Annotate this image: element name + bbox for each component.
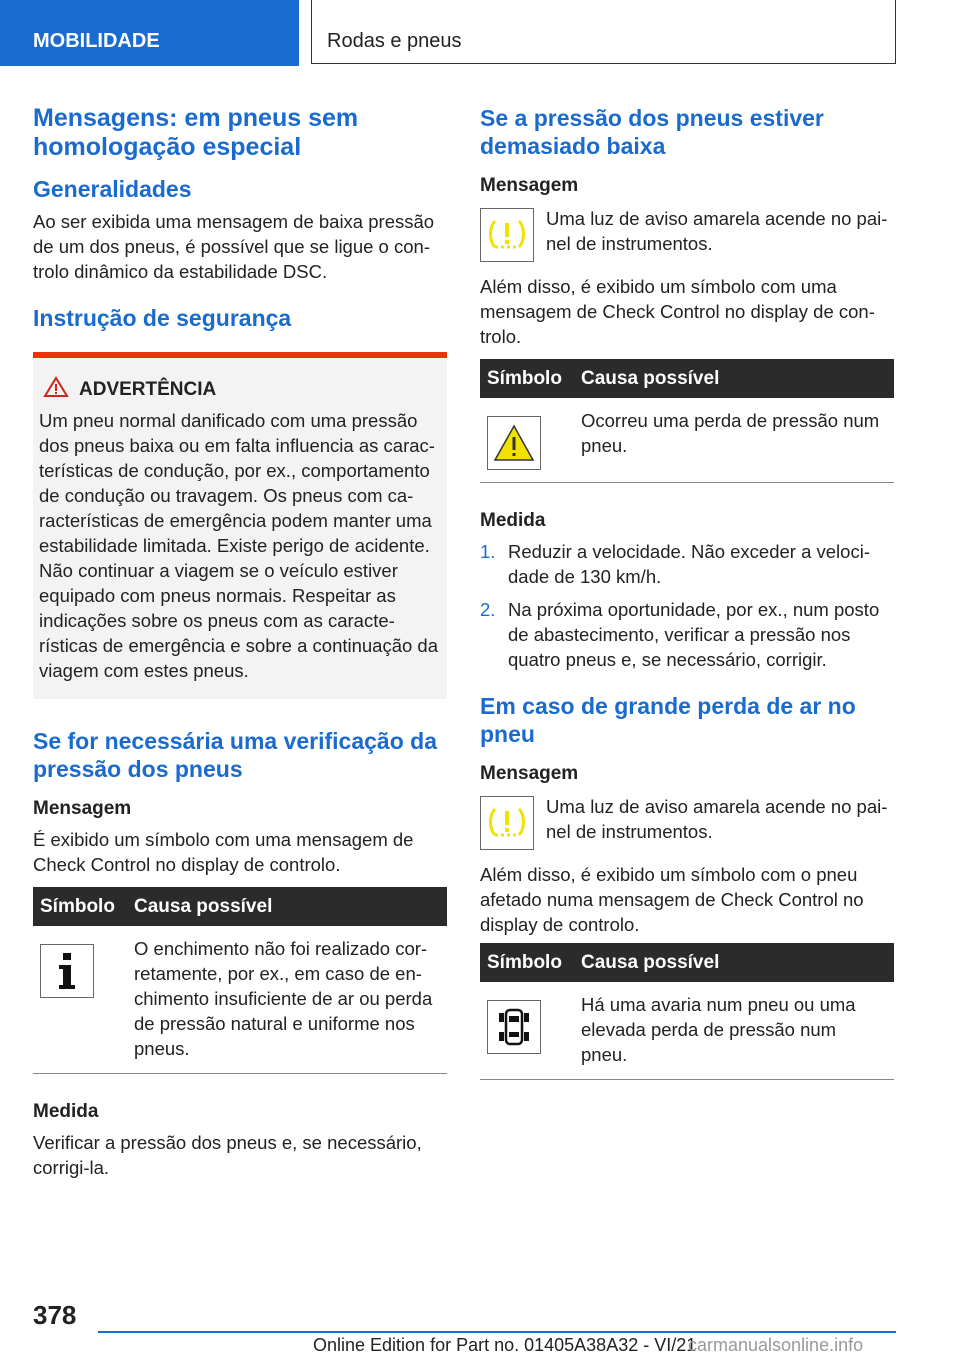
table-header [480, 943, 894, 982]
cause-column-header: Causa possível [574, 359, 894, 398]
table-row [480, 398, 894, 483]
symbol-cell [480, 982, 574, 1080]
symbol-table-low [480, 359, 894, 483]
car-tire-icon [487, 1000, 541, 1054]
warning-title-text: ADVERTÊNCIA [79, 379, 217, 400]
main-heading: Mensagens: em pneus sem homologação especial [33, 104, 359, 161]
message-text: É exibido um símbolo com uma mensagem de Check Control no display de controlo. [33, 829, 414, 875]
tire-pressure-warning-icon [480, 796, 534, 850]
message-label: Mensagem [33, 798, 132, 819]
cause-cell: O enchimento não foi realizado corretamente, por ex., em caso de enchimento insuficiente de ar ou perda de pressão natural e uniforme nos pneus. [127, 926, 447, 1074]
chapter-label: Rodas e pneus [327, 30, 462, 52]
step-number: 2. [480, 599, 496, 620]
also-text: Além disso, é exibido um símbolo com uma mensagem de Check Control no display de controlo. [480, 276, 875, 347]
message-label-right: Mensagem [480, 175, 579, 196]
measure-label-right: Medida [480, 510, 546, 531]
warning-text: Um pneu normal danificado com uma pressão dos pneus baixa ou em falta influencia as características de condução, por ex., comportamento de condução ou travagem. Os pneus com características de emergência podem manter uma estabilidade limitada. Existe perigo de acidente. Não continuar a viagem se o veículo estiver equipado com pneus normais. Respeitar as indicações sobre os pneus com as características de emergência e sobre a continuação da viagem com estes pneus. [39, 410, 439, 681]
symbol-column-header: Símbolo [480, 359, 574, 398]
warning-title [39, 376, 441, 404]
general-text: Ao ser exibida uma mensagem de baixa pressão de um dos pneus, é possível que se ligue o controlo dinâmico da estabilidade DSC. [33, 211, 435, 282]
section-label: MOBILIDADE [33, 30, 160, 52]
footer-watermark: carmanualsonline.info [688, 1335, 864, 1355]
info-icon [40, 944, 94, 998]
also-text-2: Além disso, é exibido um símbolo com o pneu afetado numa mensagem de Check Control no display de controlo. [480, 864, 864, 935]
safety-heading: Instrução de segurança [33, 305, 292, 331]
message-label-right-2: Mensagem [480, 763, 579, 784]
table-row [33, 926, 447, 1074]
measure-text: Verificar a pressão dos pneus e, se necessário, corrigi-la. [33, 1132, 422, 1178]
symbol-cell [33, 926, 127, 1074]
warning-light-row [480, 206, 894, 262]
table-row [480, 982, 894, 1080]
step-text: Na próxima oportunidade, por ex., num posto de abastecimento, verificar a pressão nos quatro pneus e, se necessário, corrigir. [508, 599, 880, 670]
list-item [480, 597, 894, 672]
check-heading: Se for necessária uma verificação da pressão dos pneus [33, 728, 437, 782]
right-column [480, 100, 894, 1080]
step-text: Reduzir a velocidade. Não exceder a velocidade de 130 km/h. [508, 541, 870, 587]
yellow-warning-triangle-icon [487, 416, 541, 470]
footer-divider [98, 1331, 896, 1333]
symbol-cell [480, 398, 574, 483]
warning-light-text: Uma luz de aviso amarela acende no painel de instrumentos. [546, 796, 888, 842]
table-header [480, 359, 894, 398]
footer-edition: Online Edition for Part no. 01405A38A32 - VI/21 [313, 1335, 697, 1355]
chapter-tab [311, 0, 896, 64]
cause-cell: Há uma avaria num pneu ou uma elevada perda de pressão num pneu. [574, 982, 894, 1080]
low-pressure-heading: Se a pressão dos pneus estiver demasiado baixa [480, 105, 824, 159]
warning-box [33, 352, 447, 699]
warning-light-row-2 [480, 794, 894, 850]
page-number: 378 [33, 1300, 77, 1330]
cause-column-header: Causa possível [127, 887, 447, 926]
list-item [480, 539, 894, 589]
measure-steps [480, 539, 894, 672]
section-tab [0, 0, 299, 66]
table-header [33, 887, 447, 926]
symbol-column-header: Símbolo [480, 943, 574, 982]
symbol-column-header: Símbolo [33, 887, 127, 926]
measure-label: Medida [33, 1101, 99, 1122]
general-heading: Generalidades [33, 176, 192, 202]
step-number: 1. [480, 541, 496, 562]
symbol-table [33, 887, 447, 1074]
cause-column-header: Causa possível [574, 943, 894, 982]
cause-cell: Ocorreu uma perda de pressão num pneu. [574, 398, 894, 483]
warning-triangle-icon [43, 376, 69, 404]
symbol-table-loss [480, 943, 894, 1080]
warning-light-text: Uma luz de aviso amarela acende no painel de instrumentos. [546, 208, 888, 254]
left-column [33, 100, 447, 1180]
air-loss-heading: Em caso de grande perda de ar no pneu [480, 693, 856, 747]
tire-pressure-warning-icon [480, 208, 534, 262]
